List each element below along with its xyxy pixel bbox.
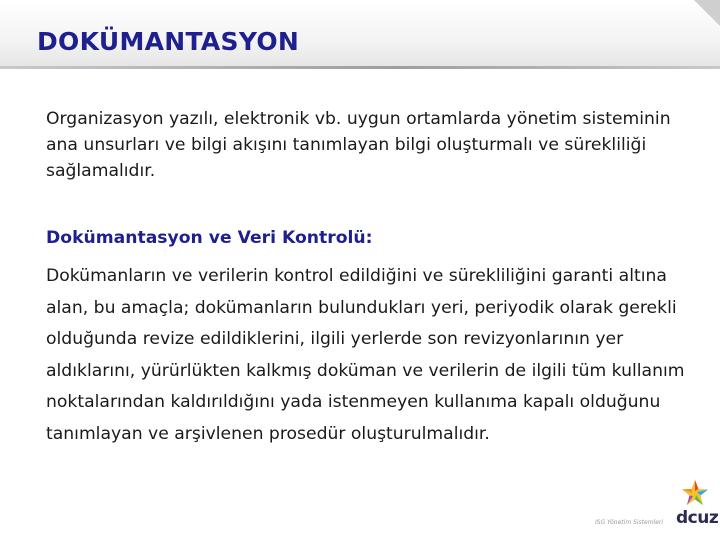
brand-logo-text: dcuz xyxy=(676,508,719,528)
body-paragraph: Dokümanların ve verilerin kontrol edildiğini ve sürekliliğini garanti altına alan, bu amaçla; dokümanların bulundukları yeri, periyodik olarak gerekli olduğunda revize edildiklerini, ilgili yerlerde son revizyonlarının yer aldıklarını, yürürlükten kalkmış doküman ve verilerin de ilgili tüm kullanım noktalarından kaldırıldığını yada istenmeyen kullanıma kapalı olduğunu tanımlayan ve arşivlenen prosedür oluşturulmalıdır. xyxy=(46,266,685,444)
intro-paragraph: Organizasyon yazılı, elektronik vb. uygun ortamlarda yönetim sisteminin ana unsurları ve bilgi akışını tanımlayan bilgi oluşturmalı ve sürekliliği sağlamalıdır. xyxy=(46,109,671,181)
star-logo-icon xyxy=(680,478,710,508)
section-heading: Dokümantasyon ve Veri Kontrolü: xyxy=(46,228,373,248)
header-divider xyxy=(0,66,720,69)
page-title: DOKÜMANTASYON xyxy=(37,27,300,56)
corner-fold xyxy=(694,0,720,26)
footer-caption: ISG Yönetim Sistemleri xyxy=(595,519,664,526)
